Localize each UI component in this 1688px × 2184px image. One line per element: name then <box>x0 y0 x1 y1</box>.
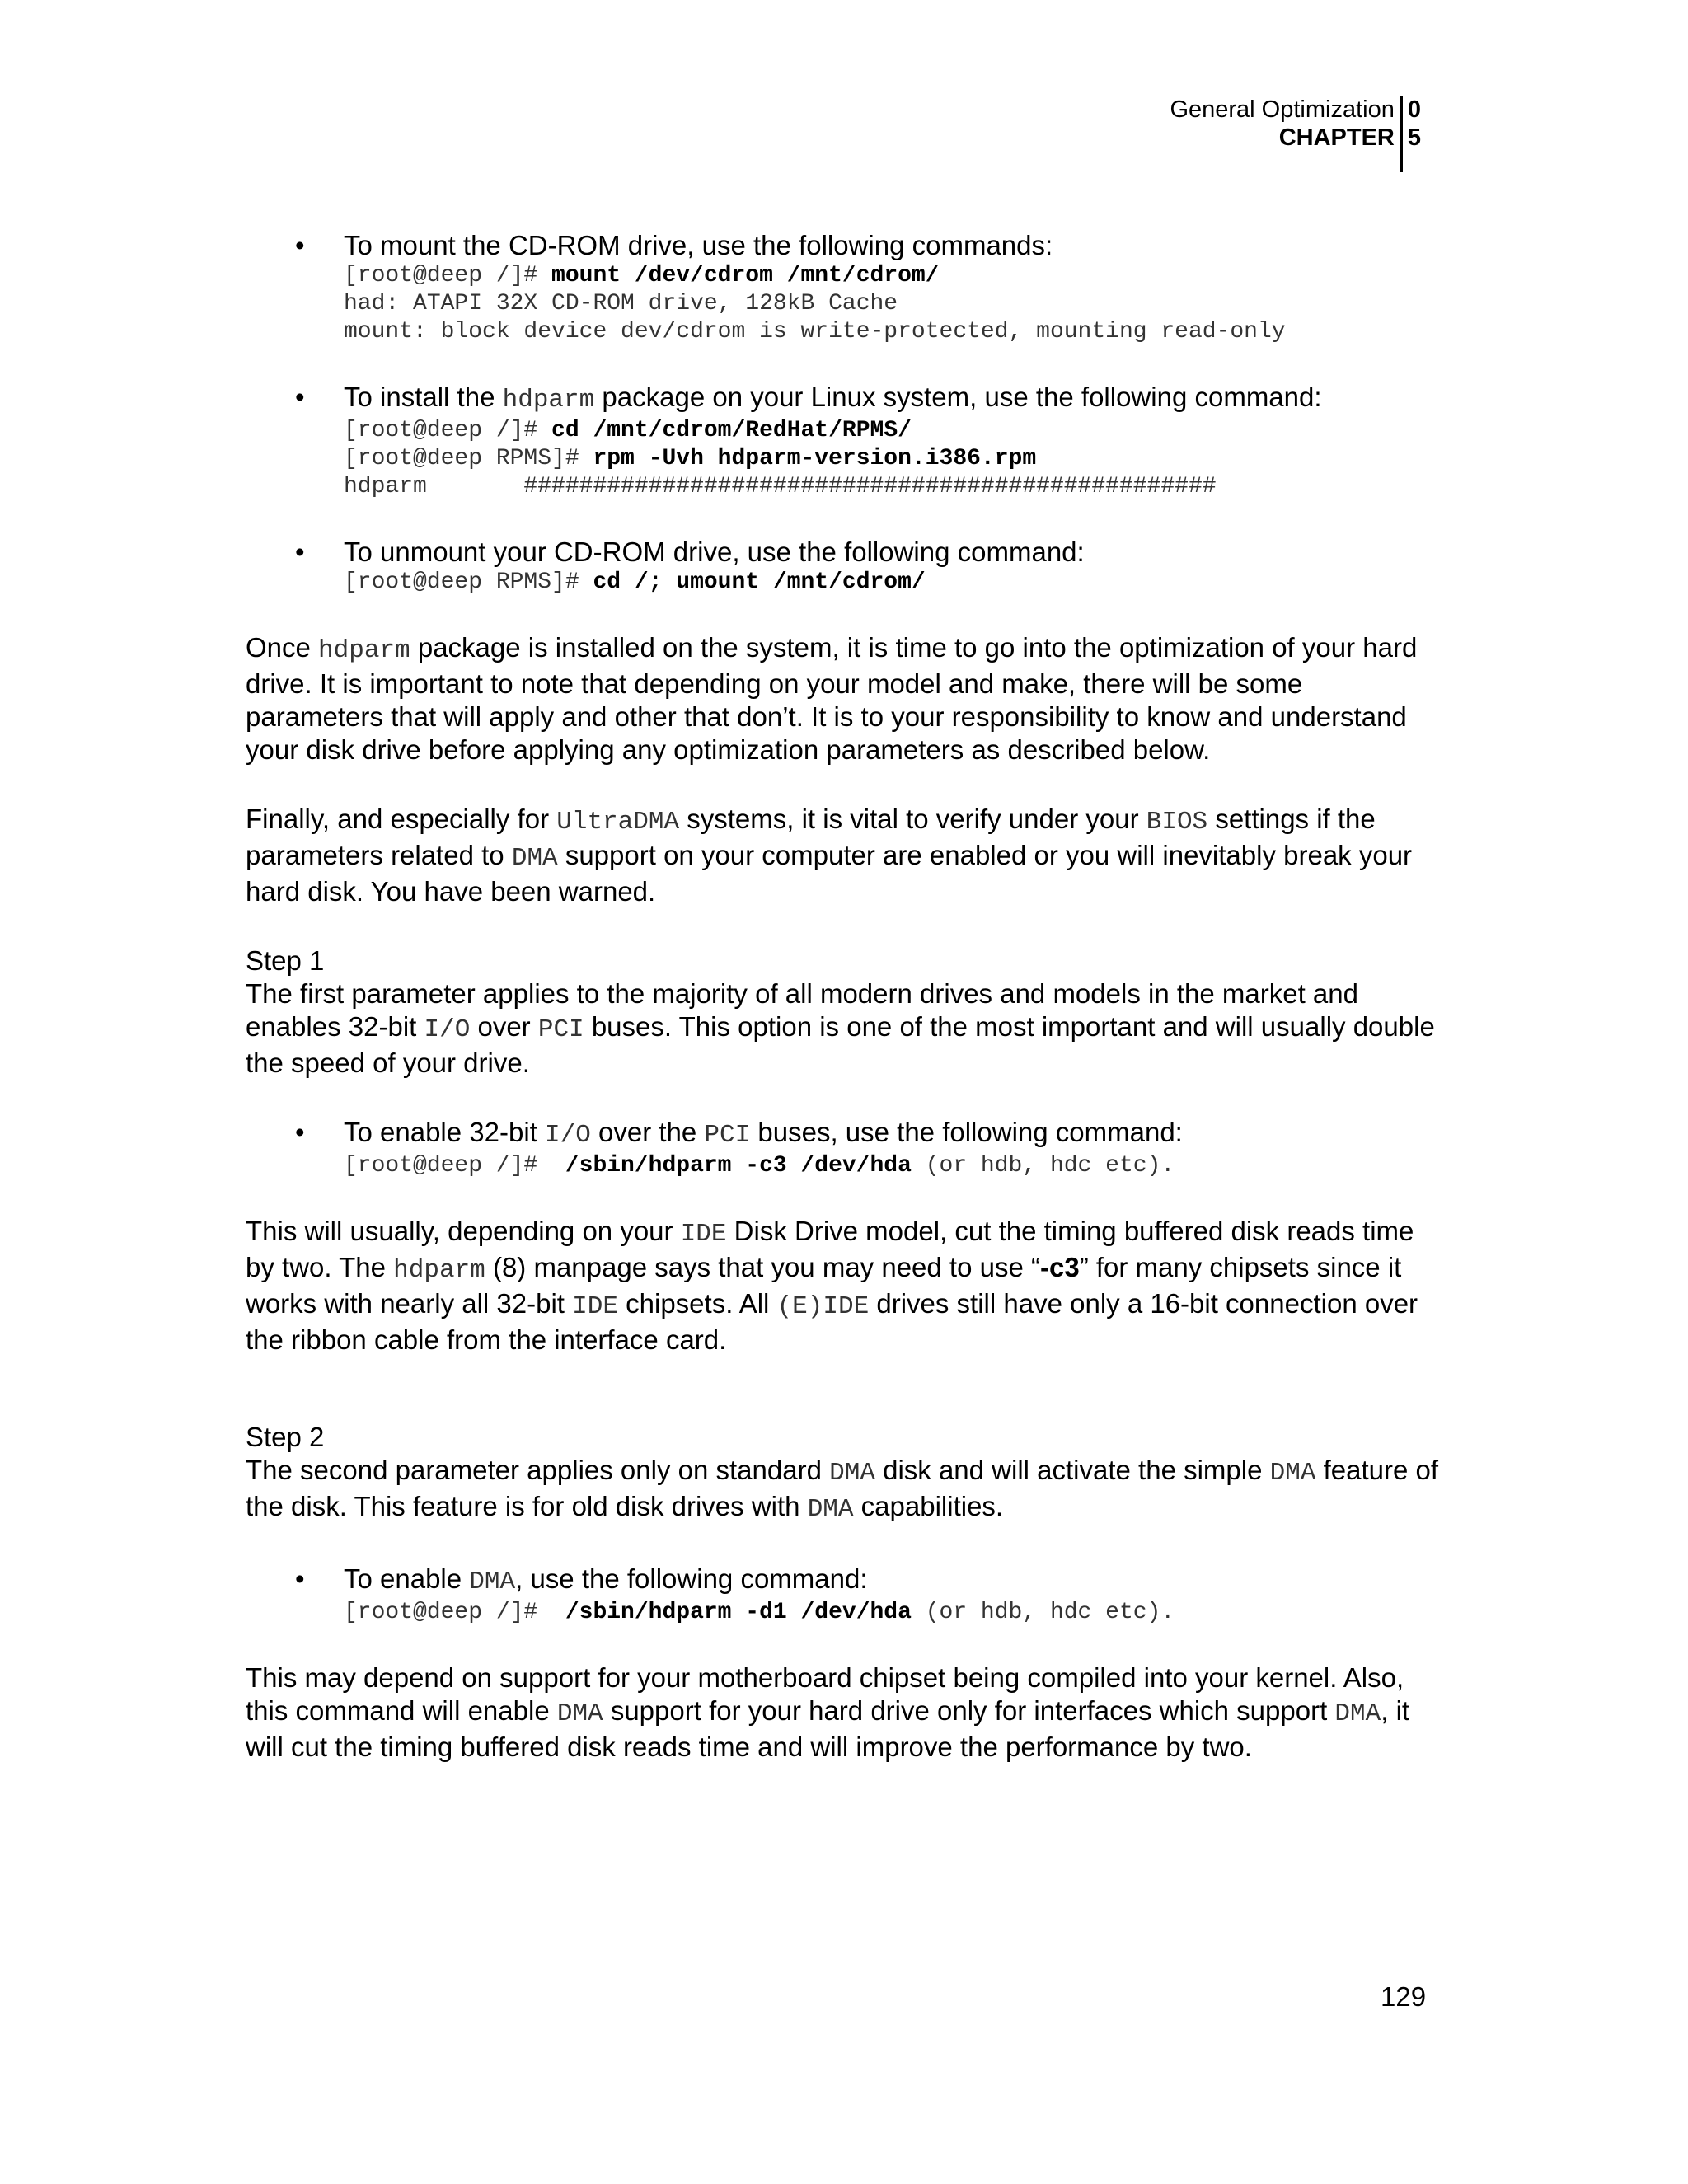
page-number: 129 <box>1381 1981 1427 2012</box>
paragraph-step2: The second parameter applies only on standard DMA disk and will activate the simple DMA feature of the disk. This feature is for old disk drives with DMA capabilities. <box>246 1455 1439 1524</box>
bullet-enable-dma <box>246 1563 1441 1627</box>
code-line: [root@deep /]# mount /dev/cdrom /mnt/cdrom/ <box>344 263 940 288</box>
bullet-icon: • <box>295 1117 305 1147</box>
bullet-text: To unmount your CD-ROM drive, use the following command: <box>344 537 1085 567</box>
code-line: mount: block device dev/cdrom is write-protected, mounting read-only <box>344 319 1286 344</box>
code-line: [root@deep /]# /sbin/hdparm -c3 /dev/hda (or hdb, hdc etc). <box>344 1153 1175 1179</box>
paragraph-ultradma-warning: Finally, and especially for UltraDMA systems, it is vital to verify under your BIOS settings if the parameters related to DMA support on your computer are enabled or you will inevitably break your hard disk. You have been warned. <box>246 804 1413 907</box>
page-body <box>246 229 1441 1764</box>
bullet-icon: • <box>295 537 305 567</box>
bullet-unmount-cdrom <box>246 536 1441 597</box>
bullet-text: To mount the CD-ROM drive, use the following commands: <box>344 230 1053 260</box>
step1-title: Step 1 <box>246 945 325 976</box>
bullet-mount-cdrom <box>246 229 1441 346</box>
running-header <box>1170 96 1421 172</box>
header-title: General Optimization <box>1170 96 1395 123</box>
paragraph-dma-support: This may depend on support for your motherboard chipset being compiled into your kernel. Also, this command will enable DMA support for your hard drive only for interfaces which support DMA, it will cut the timing buffered disk reads time and will improve the performance by two. <box>246 1662 1410 1762</box>
step2-title: Step 2 <box>246 1422 325 1452</box>
bullet-icon: • <box>295 1563 305 1594</box>
bullet-install-hdparm <box>246 381 1441 501</box>
code-line: had: ATAPI 32X CD-ROM drive, 128kB Cache <box>344 291 898 316</box>
paragraph-step1: The first parameter applies to the majority of all modern drives and models in the market and enables 32-bit I/O over PCI buses. This option is one of the most important and will usually double the speed of your drive. <box>246 978 1435 1078</box>
code-line: [root@deep RPMS]# cd /; umount /mnt/cdrom/ <box>344 569 926 595</box>
bullet-text: To install the hdparm package on your Linux system, use the following command: <box>344 382 1322 415</box>
code-line: [root@deep /]# cd /mnt/cdrom/RedHat/RPMS/ <box>344 418 912 443</box>
bullet-icon: • <box>295 230 305 260</box>
bullet-enable-32bit-io <box>246 1116 1441 1180</box>
code-line: [root@deep RPMS]# rpm -Uvh hdparm-version.i386.rpm <box>344 446 1037 471</box>
bullet-text: To enable DMA, use the following command: <box>344 1563 868 1596</box>
code-line: hdparm ################################################## <box>344 474 1217 499</box>
paragraph-ide-timing: This will usually, depending on your IDE Disk Drive model, cut the timing buffered disk reads time by two. The hdparm (8) manpage says that you may need to use “-c3” for many chipsets since it works with nearly all 32-bit IDE chipsets. All (E)IDE drives still have only a 16-bit connection over the ribbon cable from the interface card. <box>246 1216 1418 1355</box>
bullet-text: To enable 32-bit I/O over the PCI buses, use the following command: <box>344 1117 1183 1150</box>
header-title-block <box>1170 96 1402 172</box>
paragraph-once-installed: Once hdparm package is installed on the system, it is time to go into the optimization of your hard drive. It is important to note that depending on your model and make, there will be some parameters that will apply and other that don’t. It is to your responsibility to know and understand your disk drive before applying any optimization parameters as described below. <box>246 632 1418 765</box>
header-chapter-number: 0 5 <box>1407 96 1421 151</box>
header-chapter-label: CHAPTER <box>1278 124 1395 151</box>
bullet-icon: • <box>295 382 305 412</box>
code-line: [root@deep /]# /sbin/hdparm -d1 /dev/hda (or hdb, hdc etc). <box>344 1600 1175 1625</box>
